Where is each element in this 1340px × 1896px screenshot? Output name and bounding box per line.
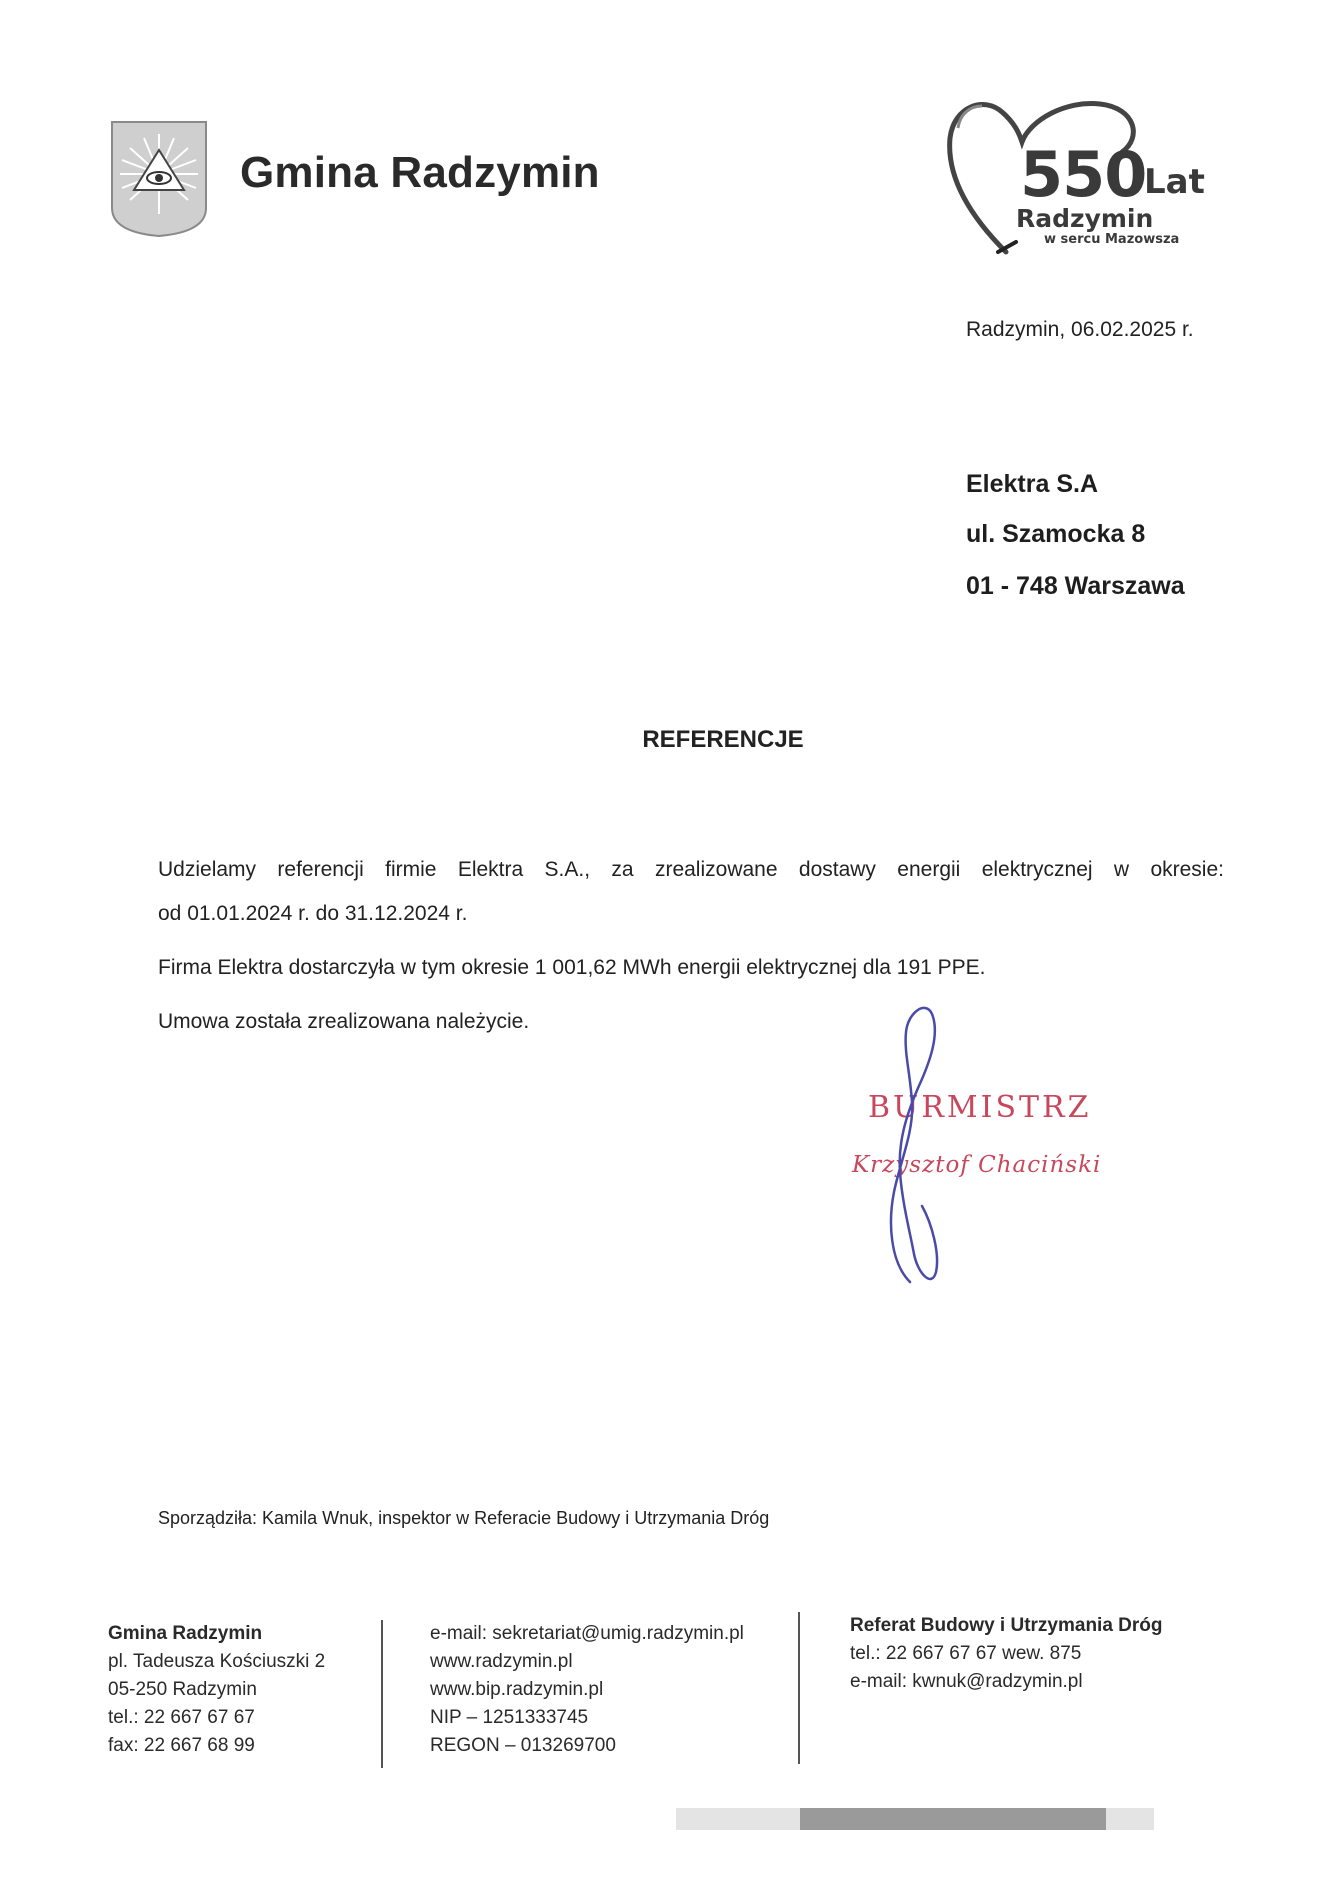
body-paragraph-3: Umowa została zrealizowana należycie. xyxy=(158,1010,530,1033)
footer-contact-online xyxy=(430,1620,744,1760)
footer-office-phone: tel.: 22 667 67 67 xyxy=(108,1707,255,1728)
footer-office-city: 05-250 Radzymin xyxy=(108,1679,257,1700)
body-paragraph-2: Firma Elektra dostarczyła w tym okresie 1 001,62 MWh energii elektrycznej dla 191 PPE. xyxy=(158,956,986,979)
footer-contact-office xyxy=(108,1620,325,1760)
anniversary-tagline: w sercu Mazowsza xyxy=(1044,232,1180,247)
recipient-name: Elektra S.A xyxy=(966,470,1099,498)
footer-website: www.radzymin.pl xyxy=(430,1651,573,1672)
footer-department-name: Referat Budowy i Utrzymania Dróg xyxy=(850,1615,1163,1636)
organization-name: Gmina Radzymin xyxy=(240,148,600,197)
anniversary-suffix: Lat xyxy=(1144,162,1205,202)
coat-of-arms-icon xyxy=(110,120,208,238)
footer-bip-website: www.bip.radzymin.pl xyxy=(430,1679,604,1700)
footer-divider xyxy=(798,1612,800,1764)
footer-office-name: Gmina Radzymin xyxy=(108,1623,263,1644)
anniversary-logo xyxy=(936,92,1224,264)
footer-office-street: pl. Tadeusza Kościuszki 2 xyxy=(108,1651,326,1672)
footer-department-email: e-mail: kwnuk@radzymin.pl xyxy=(850,1671,1083,1692)
footer-department-phone: tel.: 22 667 67 67 wew. 875 xyxy=(850,1643,1082,1664)
footer-decorative-bar-dark xyxy=(800,1808,1106,1830)
footer-nip: NIP – 1251333745 xyxy=(430,1707,589,1728)
footer-divider xyxy=(381,1620,383,1768)
prepared-by: Sporządziła: Kamila Wnuk, inspektor w Referacie Budowy i Utrzymania Dróg xyxy=(158,1508,770,1528)
body-paragraph-1-continued: od 01.01.2024 r. do 31.12.2024 r. xyxy=(158,902,468,925)
date-line: Radzymin, 06.02.2025 r. xyxy=(966,318,1194,341)
footer-contact-department xyxy=(850,1612,1163,1696)
body-paragraph-1: Udzielamy referencji firmie Elektra S.A., za zrealizowane dostawy energii elektrycznej w okresie: xyxy=(158,858,1224,881)
stamp-title: BURMISTRZ xyxy=(868,1090,1092,1125)
signature-icon xyxy=(870,992,950,1292)
recipient-city: 01 - 748 Warszawa xyxy=(966,572,1185,600)
document-title: REFERENCJE xyxy=(642,726,804,753)
anniversary-number: 550 xyxy=(1020,138,1147,211)
recipient-street: ul. Szamocka 8 xyxy=(966,520,1146,548)
footer-regon: REGON – 013269700 xyxy=(430,1735,616,1756)
stamp-name: Krzysztof Chaciński xyxy=(852,1152,1102,1178)
footer-office-fax: fax: 22 667 68 99 xyxy=(108,1735,255,1756)
anniversary-city: Radzymin xyxy=(1016,204,1154,233)
footer-email: e-mail: sekretariat@umig.radzymin.pl xyxy=(430,1623,744,1644)
